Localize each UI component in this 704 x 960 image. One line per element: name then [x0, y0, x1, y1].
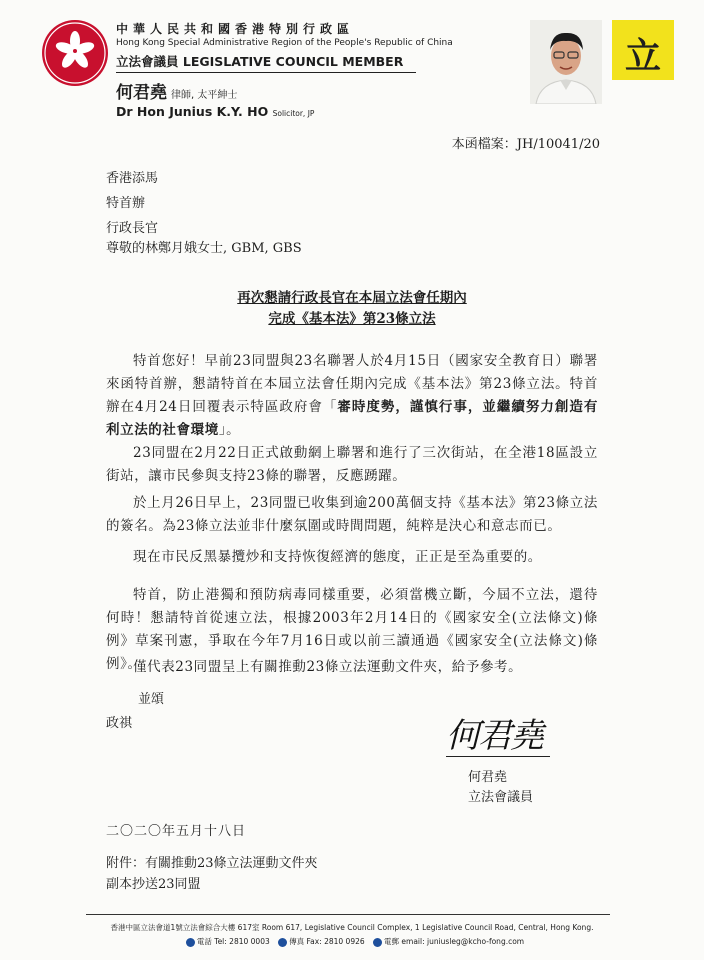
recipient-line: 香港添馬 [106, 171, 159, 186]
paragraph-5: 特首，防止港獨和預防病毒同樣重要，必須當機立斷，今屆不立法，還待何時！懇請特首從速立法，根據2003年2月14日的《國家安全(立法條文)條例》草案刊憲，爭取在今年7月16日或以前三讀通過《國家安全(立法條文)條例》。 [106, 587, 598, 672]
attachment-line: 附件：有關推動23條立法運動文件夾 [106, 856, 318, 871]
paragraph-4: 現在市民反黑暴攬炒和支持恢復經濟的態度，正正是至為重要的。 [133, 549, 542, 565]
paragraph-3: 於上月26日早上，23同盟已收集到逾200萬個支持《基本法》第23條立法的簽名。為23條立法並非什麼氛圍或時間問題，純粹是決心和意志而已。 [106, 495, 598, 534]
letter-date: 二〇二〇年五月十八日 [106, 824, 247, 839]
member-photo [530, 20, 602, 104]
phone-icon [186, 938, 195, 947]
recipient-line: 特首辦 [106, 196, 146, 211]
recipient-line: 行政長官 [106, 221, 159, 236]
paragraph-2: 23同盟在2月22日正式啟動網上聯署和進行了三次街站，在全港18區設立街站，讓市民參與支持23條的聯署，反應踴躍。 [106, 445, 598, 484]
subject-heading [0, 288, 704, 330]
signatory-title: 立法會議員 [468, 790, 534, 805]
paragraph-6: 僅代表23同盟呈上有關推動23條立法運動文件夾，給予參考。 [133, 659, 523, 675]
footer-fax: 傳真 Fax: 2810 0926 [289, 937, 365, 946]
footer-contact [0, 936, 704, 947]
subject-line: 再次懇請行政長官在本屆立法會任期內 [237, 290, 467, 306]
quoted-reply: 審時度勢，謹慎行事，並繼續努力創造有利立法的社會環境 [106, 399, 598, 438]
member-name-en: Dr Hon Junius K.Y. HO Solicitor, JP [116, 104, 315, 119]
closing-line: 並頌 [138, 692, 165, 707]
letterhead [116, 20, 453, 119]
paragraph-1: 特首您好！早前23同盟與23名聯署人於4月15日（國家安全教育日）聯署來函特首辦，懇請特首在本屆立法會任期內完成《基本法》第23條立法。特首辦在4月24日回覆表示特區政府會「審時度勢，謹慎行事，並繼續努力創造有利立法的社會環境」。 [106, 353, 598, 438]
footer-rule [86, 914, 610, 915]
fax-icon [278, 938, 287, 947]
file-reference: 本函檔案：JH/10041/20 [451, 137, 600, 152]
handwritten-signature: 何君堯 [446, 716, 542, 756]
member-label: 立法會議員 LEGISLATIVE COUNCIL MEMBER [116, 52, 416, 73]
signatory-name: 何君堯 [468, 770, 508, 785]
footer-tel: 電話 Tel: 2810 0003 [196, 937, 270, 946]
attachments [106, 853, 318, 895]
footer-email: 電郵 email: juniusleg@kcho-fong.com [384, 937, 525, 946]
region-title-zh: 中華人民共和國香港特別行政區 [116, 22, 355, 36]
recipient-address [106, 166, 158, 241]
attachment-line: 副本抄送23同盟 [106, 877, 201, 892]
footer-address: 香港中區立法會道1號立法會綜合大樓 617室 Room 617, Legislative Council Complex, 1 Legislative Council Road, Central, Hong Kong. [110, 923, 594, 932]
salutation: 尊敬的林鄭月娥女士, GBM, GBS [106, 241, 302, 256]
member-name-zh: 何君堯 律師, 太平紳士 [116, 83, 238, 103]
subject-line: 完成《基本法》第23條立法 [268, 311, 436, 327]
hksar-emblem [42, 20, 108, 86]
email-icon [373, 938, 382, 947]
party-logo: 立 [612, 20, 674, 80]
region-title-en: Hong Kong Special Administrative Region of the People's Republic of China [116, 38, 453, 48]
closing-line: 政祺 [106, 716, 133, 731]
signature-rule [446, 756, 550, 757]
